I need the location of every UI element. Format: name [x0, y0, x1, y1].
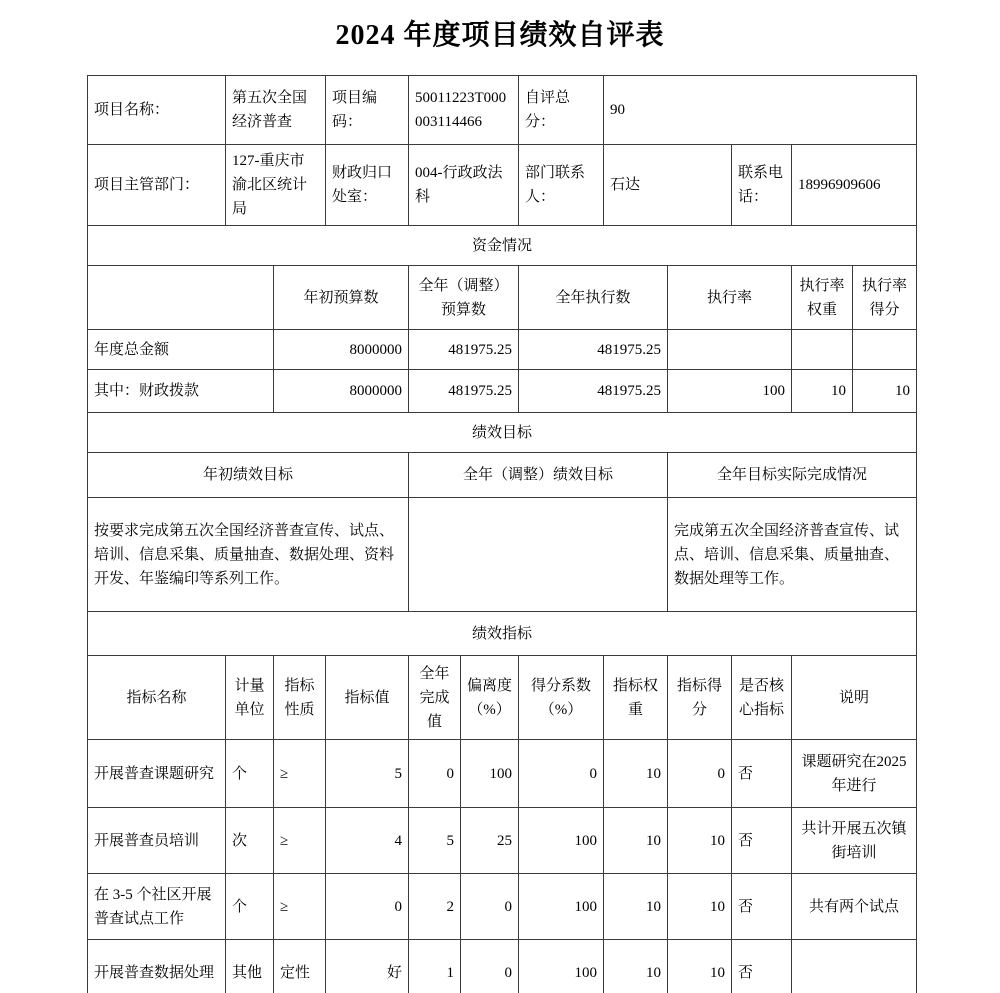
- funding-row-fiscal-label: 其中：财政拨款: [88, 370, 274, 413]
- ind4-weight: 10: [604, 940, 668, 993]
- ind4-actual: 1: [409, 940, 461, 993]
- ind-header-name: 指标名称: [88, 656, 226, 740]
- info-row-1: [88, 76, 917, 145]
- ind3-nature: ≥: [274, 874, 326, 940]
- funding-section-band: [88, 226, 917, 266]
- indicator-row-1: [88, 740, 917, 808]
- ind3-deviation: 0: [461, 874, 519, 940]
- targets-content-row: [88, 498, 917, 612]
- ind3-target: 0: [326, 874, 409, 940]
- ind-header-unit: 计量单位: [226, 656, 274, 740]
- funding-total-executed: 481975.25: [519, 330, 668, 370]
- ind-header-note: 说明: [792, 656, 917, 740]
- ind-header-score: 指标得分: [668, 656, 732, 740]
- ind-header-actual: 全年完成值: [409, 656, 461, 740]
- ind1-note: 课题研究在2025 年进行: [792, 740, 917, 808]
- funding-row-total: [88, 330, 917, 370]
- info-row-2: [88, 145, 917, 226]
- ind4-nature: 定性: [274, 940, 326, 993]
- ind1-deviation: 100: [461, 740, 519, 808]
- funding-header-adjusted-budget: 全年（调整）预算数: [409, 266, 519, 330]
- page-title: 2024 年度项目绩效自评表: [335, 20, 665, 51]
- funding-fiscal-weight: 10: [792, 370, 853, 413]
- ind-header-core: 是否核心指标: [732, 656, 792, 740]
- ind4-unit: 其他: [226, 940, 274, 993]
- ind-header-deviation: 偏离度（%）: [461, 656, 519, 740]
- targets-initial-text: 按要求完成第五次全国经济普查宣传、试点、培训、信息采集、质量抽查、数据处理、资料开发、年鉴编印等系列工作。: [88, 498, 409, 612]
- project-name-value: 第五次全国经济普查: [226, 76, 326, 145]
- ind1-core: 否: [732, 740, 792, 808]
- ind3-note: 共有两个试点: [792, 874, 917, 940]
- funding-header-execution-rate: 执行率: [668, 266, 792, 330]
- targets-header-adjusted: 全年（调整）绩效目标: [409, 453, 668, 498]
- contact-label: 部门联系人：: [519, 145, 604, 226]
- ind4-score: 10: [668, 940, 732, 993]
- funding-fiscal-rate: 100: [668, 370, 792, 413]
- ind1-actual: 0: [409, 740, 461, 808]
- funding-total-initial: 8000000: [274, 330, 409, 370]
- funding-header-row: [88, 266, 917, 330]
- funding-total-adjusted: 481975.25: [409, 330, 519, 370]
- ind2-deviation: 25: [461, 808, 519, 874]
- project-code-value: 50011223T000003114466: [409, 76, 519, 145]
- self-score-value: 90: [604, 76, 917, 145]
- targets-header-initial: 年初绩效目标: [88, 453, 409, 498]
- project-code-label: 项目编码：: [326, 76, 409, 145]
- project-name-label: 项目名称：: [88, 76, 226, 145]
- ind2-coefficient: 100: [519, 808, 604, 874]
- funding-header-empty: [88, 266, 274, 330]
- funding-header-executed: 全年执行数: [519, 266, 668, 330]
- funding-section-title: 资金情况: [88, 226, 917, 266]
- ind2-target: 4: [326, 808, 409, 874]
- targets-header-actual: 全年目标实际完成情况: [668, 453, 917, 498]
- funding-fiscal-adjusted: 481975.25: [409, 370, 519, 413]
- self-evaluation-table: [87, 75, 917, 993]
- phone-label: 联系电话：: [732, 145, 792, 226]
- ind1-target: 5: [326, 740, 409, 808]
- ind2-core: 否: [732, 808, 792, 874]
- targets-adjusted-text: [409, 498, 668, 612]
- finance-office-value: 004-行政政法科: [409, 145, 519, 226]
- finance-office-label: 财政归口处室：: [326, 145, 409, 226]
- funding-fiscal-score: 10: [853, 370, 917, 413]
- ind3-score: 10: [668, 874, 732, 940]
- ind4-coefficient: 100: [519, 940, 604, 993]
- funding-total-rate: [668, 330, 792, 370]
- funding-header-rate-weight: 执行率权重: [792, 266, 853, 330]
- targets-section-title: 绩效目标: [88, 413, 917, 453]
- indicator-row-2: [88, 808, 917, 874]
- funding-total-weight: [792, 330, 853, 370]
- indicator-row-3: [88, 874, 917, 940]
- funding-total-score: [853, 330, 917, 370]
- ind4-target: 好: [326, 940, 409, 993]
- targets-header-row: [88, 453, 917, 498]
- ind2-score: 10: [668, 808, 732, 874]
- indicators-section-band: [88, 612, 917, 656]
- ind2-unit: 次: [226, 808, 274, 874]
- ind1-score: 0: [668, 740, 732, 808]
- targets-section-band: [88, 413, 917, 453]
- phone-value: 18996909606: [792, 145, 917, 226]
- funding-header-initial-budget: 年初预算数: [274, 266, 409, 330]
- ind3-name: 在 3-5 个社区开展普查试点工作: [88, 874, 226, 940]
- ind1-nature: ≥: [274, 740, 326, 808]
- ind1-coefficient: 0: [519, 740, 604, 808]
- ind4-deviation: 0: [461, 940, 519, 993]
- indicator-row-4: [88, 940, 917, 993]
- ind4-core: 否: [732, 940, 792, 993]
- ind2-name: 开展普查员培训: [88, 808, 226, 874]
- ind1-weight: 10: [604, 740, 668, 808]
- indicators-header-row: [88, 656, 917, 740]
- ind1-unit: 个: [226, 740, 274, 808]
- ind2-nature: ≥: [274, 808, 326, 874]
- ind2-actual: 5: [409, 808, 461, 874]
- ind1-name: 开展普查课题研究: [88, 740, 226, 808]
- targets-actual-text: 完成第五次全国经济普查宣传、试点、培训、信息采集、质量抽查、数据处理等工作。: [668, 498, 917, 612]
- ind3-coefficient: 100: [519, 874, 604, 940]
- ind-header-weight: 指标权重: [604, 656, 668, 740]
- ind4-name: 开展普查数据处理: [88, 940, 226, 993]
- funding-fiscal-executed: 481975.25: [519, 370, 668, 413]
- ind3-unit: 个: [226, 874, 274, 940]
- indicators-section-title: 绩效指标: [88, 612, 917, 656]
- ind-header-nature: 指标性质: [274, 656, 326, 740]
- funding-fiscal-initial: 8000000: [274, 370, 409, 413]
- funding-row-total-label: 年度总金额: [88, 330, 274, 370]
- dept-label: 项目主管部门：: [88, 145, 226, 226]
- ind3-actual: 2: [409, 874, 461, 940]
- ind3-weight: 10: [604, 874, 668, 940]
- ind2-note: 共计开展五次镇街培训: [792, 808, 917, 874]
- ind2-weight: 10: [604, 808, 668, 874]
- ind3-core: 否: [732, 874, 792, 940]
- ind-header-coefficient: 得分系数（%）: [519, 656, 604, 740]
- self-score-label: 自评总分：: [519, 76, 604, 145]
- contact-value: 石达: [604, 145, 732, 226]
- funding-row-fiscal: [88, 370, 917, 413]
- dept-value: 127-重庆市渝北区统计局: [226, 145, 326, 226]
- ind-header-target: 指标值: [326, 656, 409, 740]
- ind4-note: [792, 940, 917, 993]
- funding-header-rate-score: 执行率得分: [853, 266, 917, 330]
